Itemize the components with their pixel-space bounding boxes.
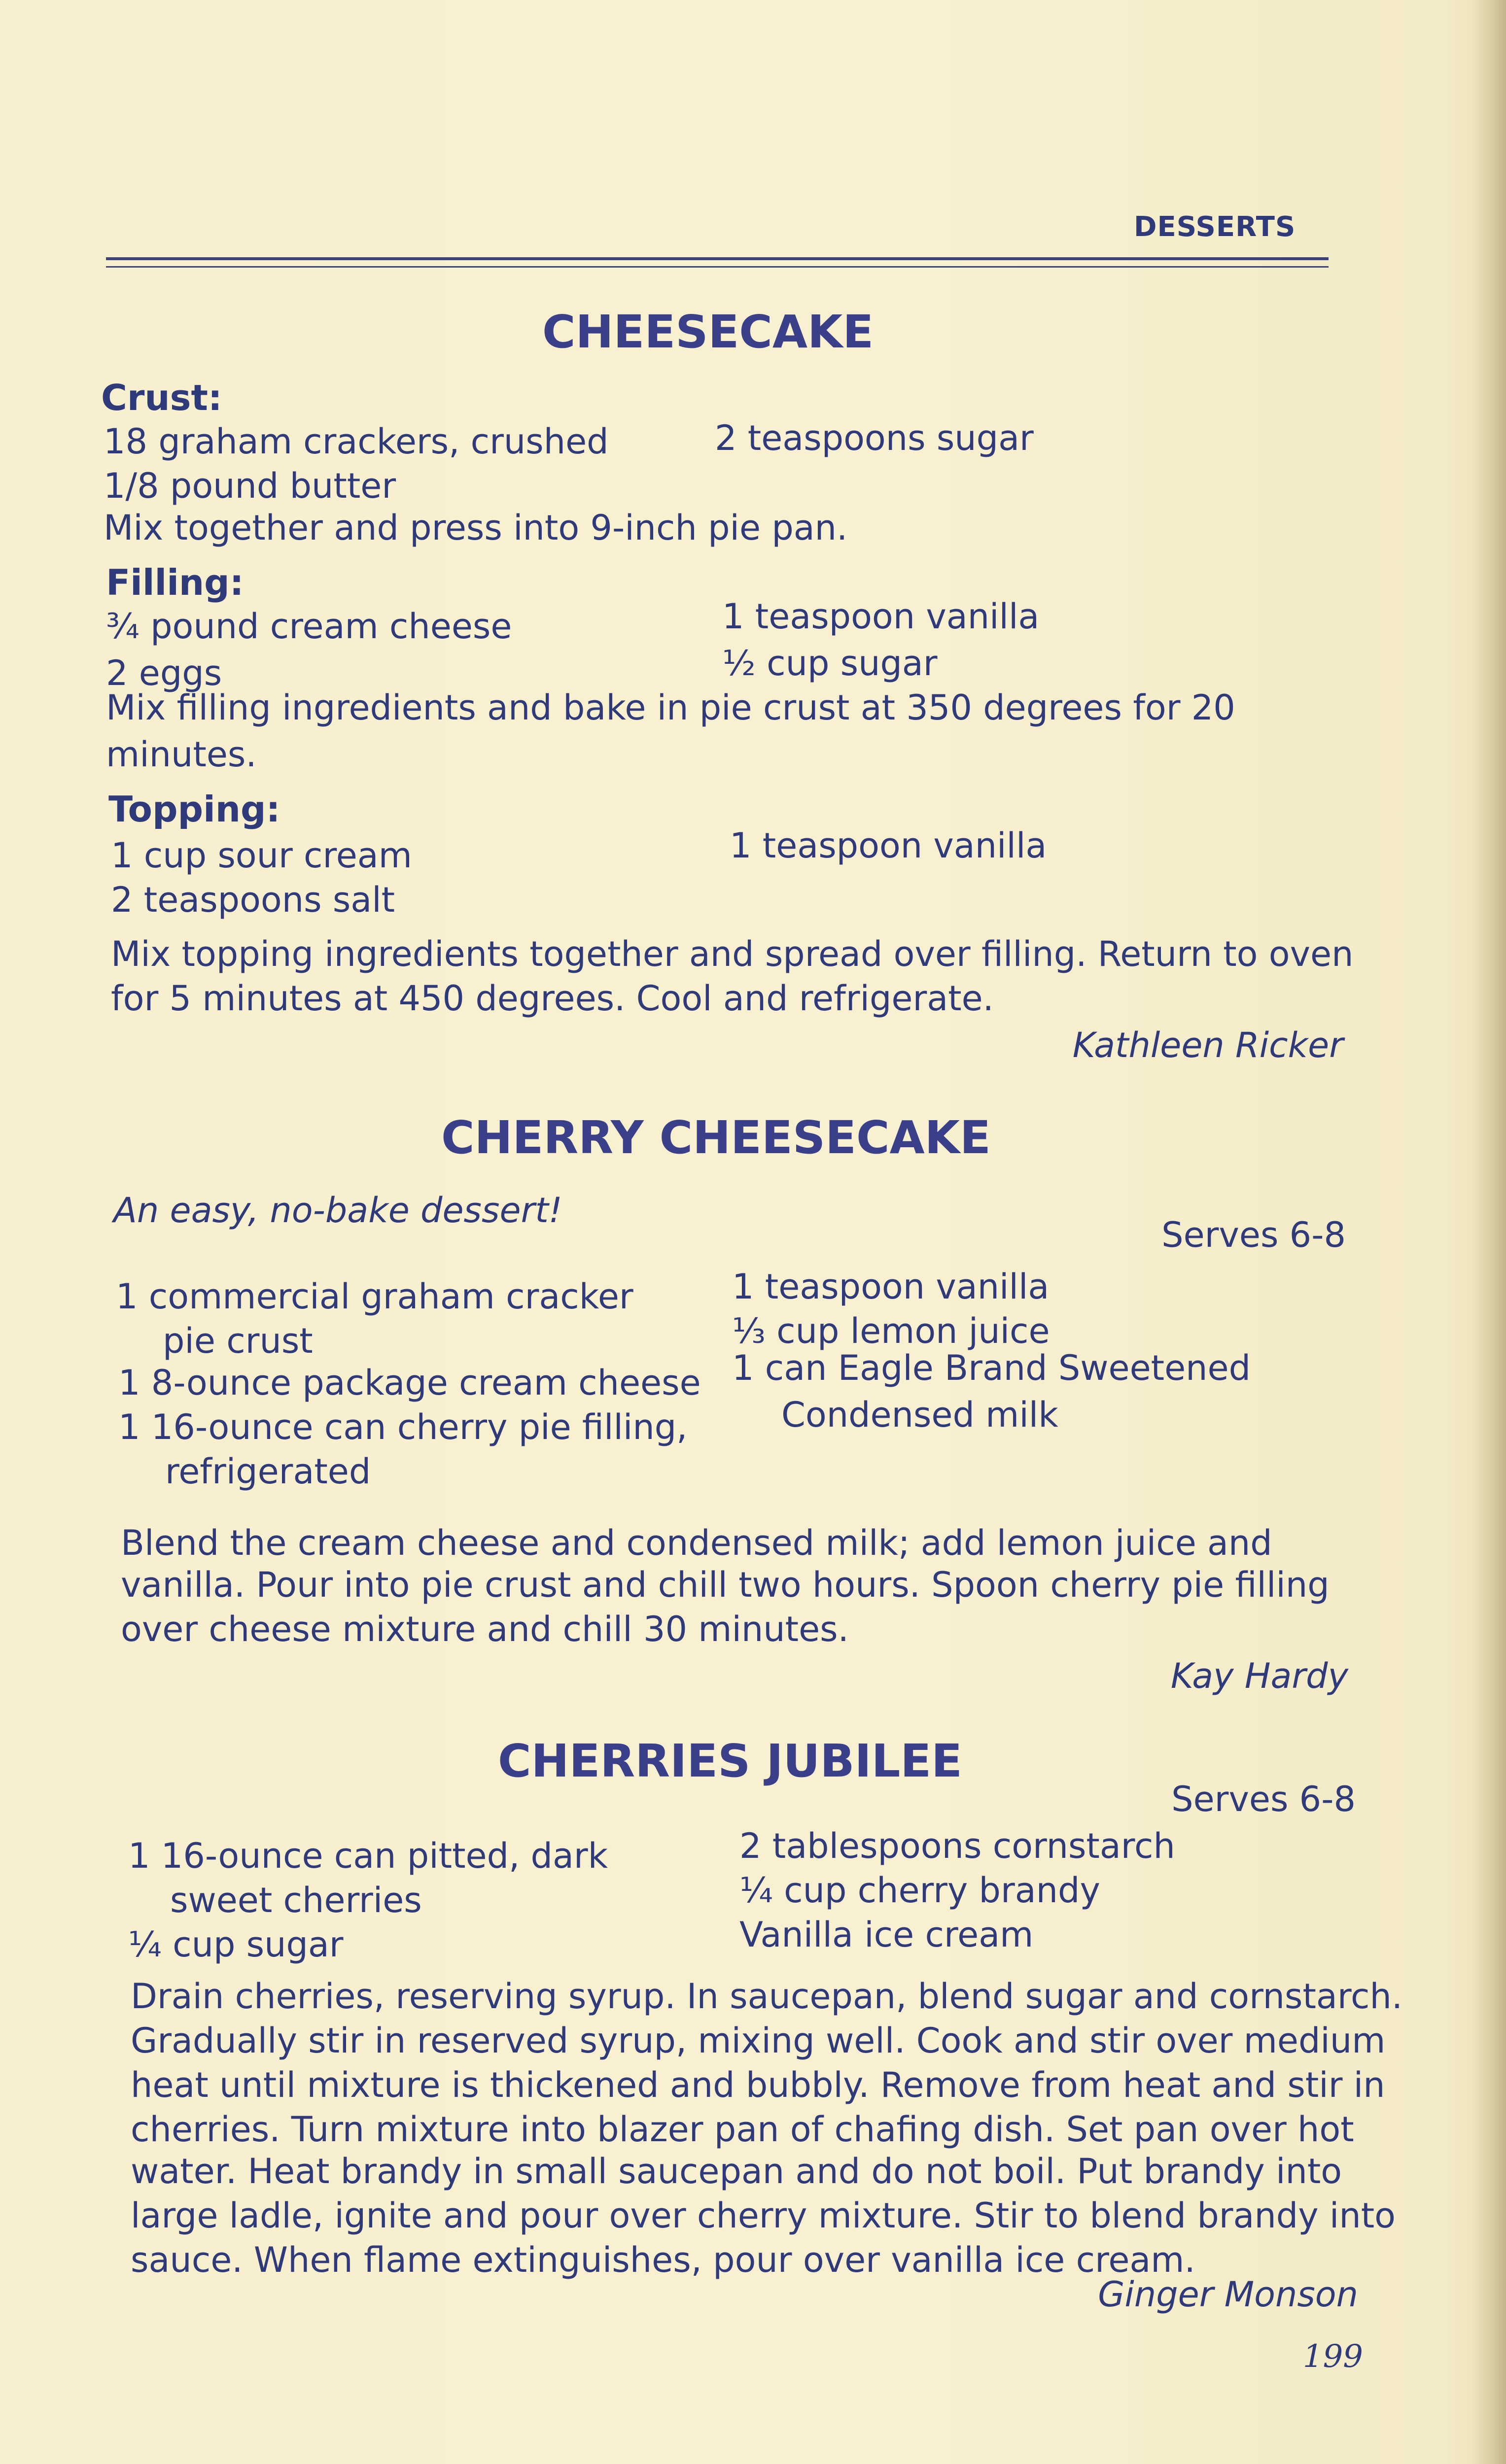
ingredient: 1 commercial graham cracker bbox=[116, 1276, 633, 1317]
ingredient: sweet cherries bbox=[170, 1880, 422, 1920]
ingredient: 1 16-ounce can cherry pie filling, bbox=[118, 1407, 688, 1447]
ingredient: 2 teaspoons salt bbox=[111, 880, 395, 920]
instruction-line: water. Heat brandy in small saucepan and do not boil. Put brandy into bbox=[131, 2151, 1342, 2191]
ingredient: 1 16-ounce can pitted, dark bbox=[128, 1836, 608, 1876]
header-rule-top bbox=[106, 257, 1329, 260]
crust-label: Crust: bbox=[101, 377, 222, 418]
ingredient: 1 can Eagle Brand Sweetened bbox=[732, 1348, 1251, 1388]
ingredient: Condensed milk bbox=[781, 1395, 1058, 1435]
instruction-line: for 5 minutes at 450 degrees. Cool and refrigerate. bbox=[111, 978, 994, 1019]
ingredient: refrigerated bbox=[165, 1451, 371, 1492]
header-rule-bottom bbox=[106, 266, 1329, 268]
ingredient: 2 tablespoons cornstarch bbox=[739, 1826, 1175, 1866]
ingredient: 2 eggs bbox=[106, 653, 222, 693]
instruction-line: large ladle, ignite and pour over cherry mixture. Stir to blend brandy into bbox=[131, 2195, 1396, 2236]
recipe-tagline: An easy, no-bake dessert! bbox=[113, 1190, 562, 1231]
ingredient: 1 teaspoon vanilla bbox=[722, 596, 1040, 637]
ingredient: 18 graham crackers, crushed bbox=[104, 421, 609, 462]
recipe-title-cherry-cheesecake: CHERRY CHEESECAKE bbox=[441, 1111, 991, 1164]
ingredient: pie crust bbox=[163, 1321, 313, 1361]
author: Kay Hardy bbox=[1170, 1656, 1348, 1696]
instruction-line: Mix together and press into 9-inch pie pan. bbox=[104, 508, 848, 548]
author: Kathleen Ricker bbox=[1072, 1025, 1343, 1065]
serves-count: Serves 6-8 bbox=[1171, 1779, 1356, 1819]
section-header: DESSERTS bbox=[1134, 211, 1296, 243]
author: Ginger Monson bbox=[1098, 2274, 1358, 2315]
recipe-title-cheesecake: CHEESECAKE bbox=[542, 306, 874, 358]
ingredient: 2 teaspoons sugar bbox=[715, 418, 1034, 458]
book-spine-shadow bbox=[1471, 0, 1506, 2464]
instruction-line: cherries. Turn mixture into blazer pan of chafing dish. Set pan over hot bbox=[131, 2109, 1354, 2150]
ingredient: 1 cup sour cream bbox=[111, 835, 412, 876]
ingredient: 1 teaspoon vanilla bbox=[732, 1266, 1050, 1307]
ingredient: ¼ cup cherry brandy bbox=[739, 1870, 1100, 1911]
instruction-line: Gradually stir in reserved syrup, mixing well. Cook and stir over medium bbox=[131, 2020, 1386, 2061]
ingredient: ¼ cup sugar bbox=[128, 1924, 344, 1965]
filling-label: Filling: bbox=[106, 562, 244, 603]
instruction-line: over cheese mixture and chill 30 minutes. bbox=[121, 1609, 849, 1649]
topping-label: Topping: bbox=[108, 788, 280, 830]
ingredient: ¾ pound cream cheese bbox=[106, 606, 512, 647]
serves-count: Serves 6-8 bbox=[1161, 1215, 1346, 1255]
ingredient: 1/8 pound butter bbox=[104, 466, 396, 506]
instruction-line: Blend the cream cheese and condensed milk; add lemon juice and bbox=[121, 1523, 1272, 1563]
ingredient: 1 8-ounce package cream cheese bbox=[118, 1363, 701, 1403]
ingredient: 1 teaspoon vanilla bbox=[730, 825, 1047, 866]
ingredient: ½ cup sugar bbox=[722, 643, 938, 684]
instruction-line: minutes. bbox=[106, 734, 257, 775]
page-number: 199 bbox=[1302, 2338, 1363, 2375]
instruction-line: Drain cherries, reserving syrup. In saucepan, blend sugar and cornstarch. bbox=[131, 1976, 1403, 2017]
instruction-line: vanilla. Pour into pie crust and chill two hours. Spoon cherry pie filling bbox=[121, 1565, 1330, 1605]
ingredient: ⅓ cup lemon juice bbox=[732, 1311, 1050, 1351]
instruction-line: sauce. When flame extinguishes, pour over vanilla ice cream. bbox=[131, 2240, 1195, 2280]
ingredient: Vanilla ice cream bbox=[739, 1915, 1034, 1955]
instruction-line: Mix topping ingredients together and spread over filling. Return to oven bbox=[111, 934, 1354, 974]
instruction-line: heat until mixture is thickened and bubbly. Remove from heat and stir in bbox=[131, 2065, 1385, 2105]
instruction-line: Mix filling ingredients and bake in pie crust at 350 degrees for 20 bbox=[106, 687, 1235, 728]
recipe-title-cherries-jubilee: CHERRIES JUBILEE bbox=[498, 1735, 963, 1787]
